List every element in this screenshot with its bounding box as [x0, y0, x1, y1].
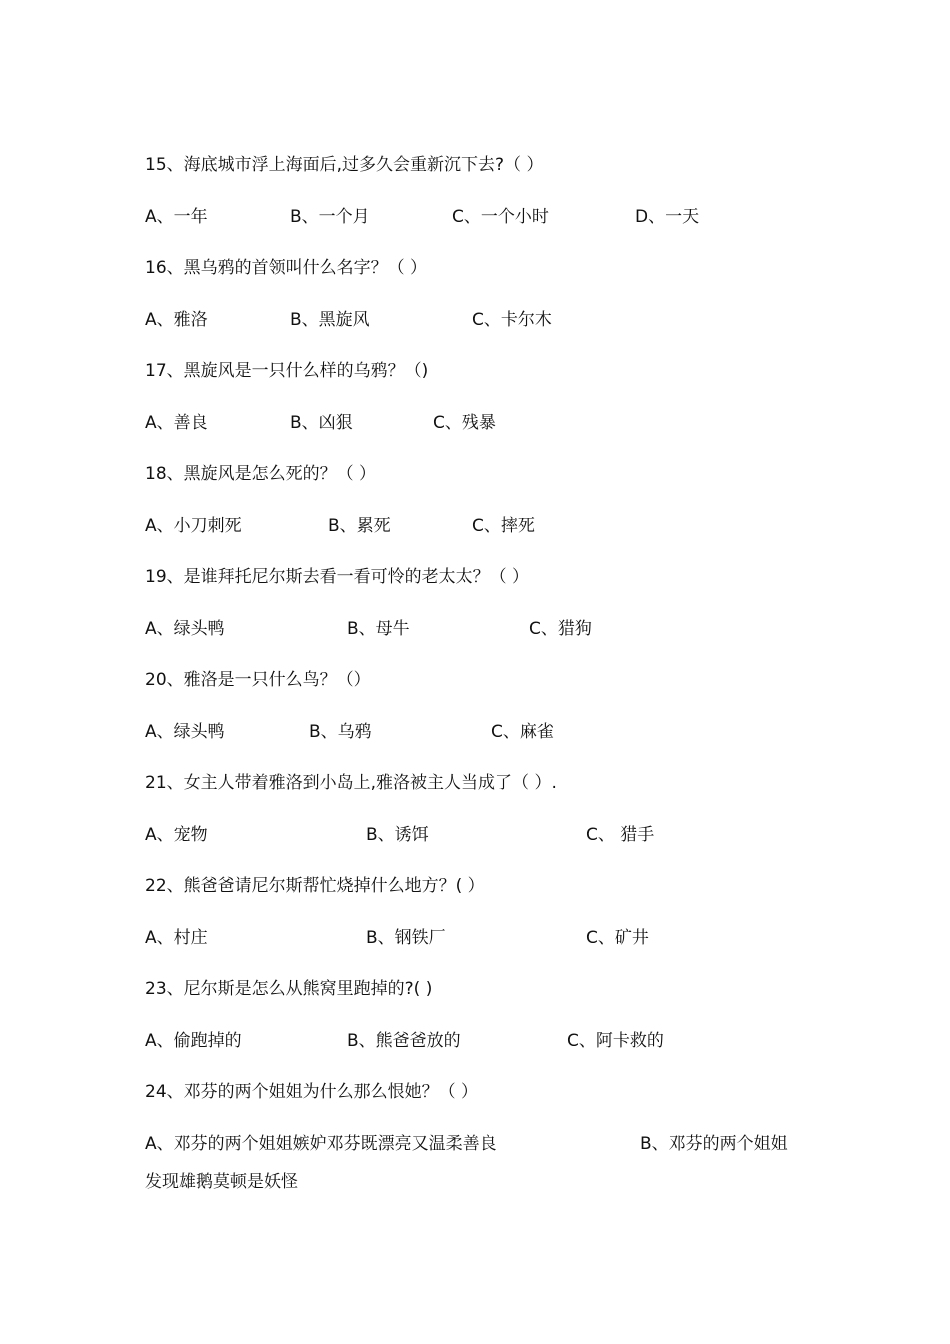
option-c: C、麻雀	[491, 722, 554, 742]
option-c: C、摔死	[472, 516, 535, 536]
question-15: 15、海底城市浮上海面后,过多久会重新沉下去?（ ）	[145, 155, 544, 175]
option-c: C、矿井	[586, 928, 649, 948]
question-19: 19、是谁拜托尼尔斯去看一看可怜的老太太？（ ）	[145, 567, 530, 587]
question-18: 18、黑旋风是怎么死的？（ ）	[145, 464, 377, 484]
option-b: B、母牛	[347, 619, 410, 639]
option-a: A、绿头鸭	[145, 722, 225, 742]
option-a: A、绿头鸭	[145, 619, 225, 639]
option-a: A、宠物	[145, 825, 208, 845]
option-b: B、乌鸦	[309, 722, 372, 742]
question-16: 16、黑乌鸦的首领叫什么名字？（ ）	[145, 258, 428, 278]
option-c: C、一个小时	[452, 207, 549, 227]
option-a: A、一年	[145, 207, 208, 227]
question-22: 22、熊爸爸请尼尔斯帮忙烧掉什么地方？( ）	[145, 876, 485, 896]
option-b: B、邓芬的两个姐姐	[640, 1134, 788, 1154]
question-17: 17、黑旋风是一只什么样的乌鸦？（)	[145, 361, 429, 381]
option-b: B、钢铁厂	[366, 928, 446, 948]
option-b: B、诱饵	[366, 825, 429, 845]
option-b-continuation: 发现雄鹅莫顿是妖怪	[145, 1172, 298, 1192]
option-b: B、熊爸爸放的	[347, 1031, 461, 1051]
option-b: B、一个月	[290, 207, 370, 227]
question-24: 24、邓芬的两个姐姐为什么那么恨她？（ ）	[145, 1082, 479, 1102]
option-c: C、 猎手	[586, 825, 655, 845]
option-a: A、小刀刺死	[145, 516, 242, 536]
option-a: A、雅洛	[145, 310, 208, 330]
option-a: A、邓芬的两个姐姐嫉妒邓芬既漂亮又温柔善良	[145, 1134, 497, 1154]
option-c: C、阿卡救的	[567, 1031, 664, 1051]
question-21: 21、女主人带着雅洛到小岛上,雅洛被主人当成了（ ）.	[145, 773, 557, 793]
option-c: C、卡尔木	[472, 310, 552, 330]
question-20: 20、雅洛是一只什么鸟？（）	[145, 670, 371, 690]
option-b: B、黑旋风	[290, 310, 370, 330]
option-c: C、残暴	[433, 413, 496, 433]
option-a: A、善良	[145, 413, 208, 433]
option-d: D、一天	[635, 207, 700, 227]
option-c: C、猎狗	[529, 619, 592, 639]
option-a: A、村庄	[145, 928, 208, 948]
option-b: B、累死	[328, 516, 391, 536]
question-23: 23、尼尔斯是怎么从熊窝里跑掉的?( )	[145, 979, 433, 999]
option-b: B、凶狠	[290, 413, 353, 433]
option-a: A、偷跑掉的	[145, 1031, 242, 1051]
